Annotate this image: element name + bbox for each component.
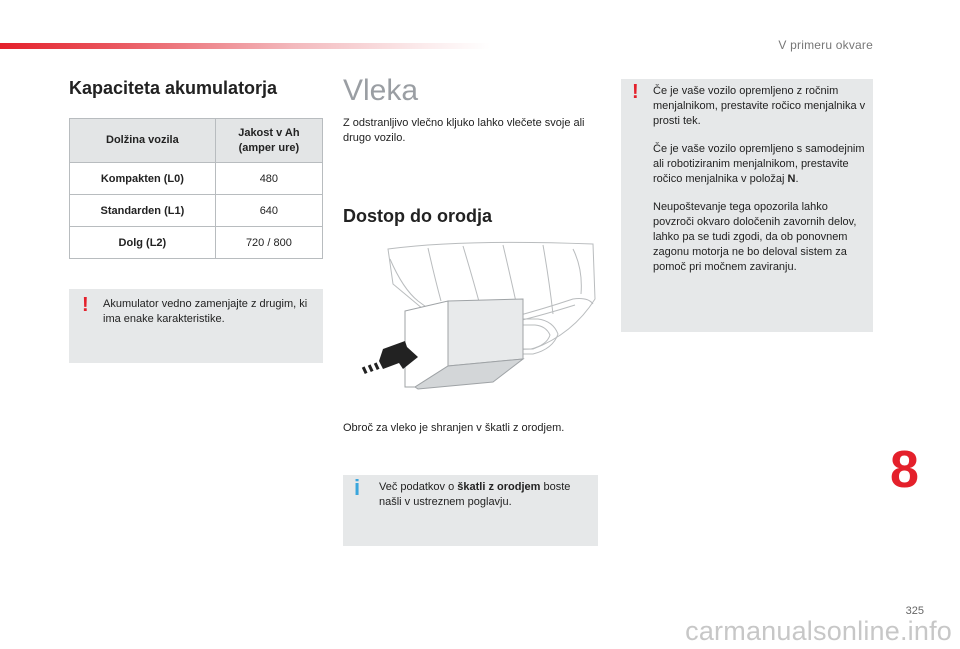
table-row (70, 195, 323, 227)
toolbox-seat-illustration (343, 239, 598, 399)
tools-info-box (343, 475, 598, 546)
chapter-number: 8 (890, 441, 919, 499)
column-header-capacity (215, 119, 322, 163)
towing-warning-paragraph-2-start: Če je vaše vozilo opremljeno s samodejnim ali robotiziranim menjalnikom, prestavite ročico menjalnika v položaj (653, 143, 865, 185)
towing-warning-box (621, 79, 873, 332)
tools-info-text-end: boste našli v ustreznem poglavju. (379, 481, 571, 508)
battery-warning-box (69, 289, 323, 363)
header-accent-bar (0, 43, 490, 49)
row-value: 640 (215, 195, 322, 227)
column-header-length: Dolžina vozila (70, 119, 216, 163)
towing-warning-text (653, 84, 867, 288)
battery-capacity-table (69, 118, 323, 259)
gear-position-n: N (787, 173, 796, 185)
table-row (70, 227, 323, 259)
page-number: 325 (905, 605, 924, 617)
row-value: 720 / 800 (215, 227, 322, 259)
towing-title: Vleka (343, 74, 419, 107)
info-icon: i (354, 475, 361, 500)
tools-info-text-start: Več podatkov o (379, 481, 458, 493)
column-header-capacity-line1: Jakost v Ah (238, 126, 300, 139)
table-header-row (70, 119, 323, 163)
watermark-text: carmanualsonline.info (685, 616, 952, 646)
table-row (70, 163, 323, 195)
row-value: 480 (215, 163, 322, 195)
row-label: Kompakten (L0) (70, 163, 216, 195)
towing-warning-paragraph-2 (653, 142, 867, 187)
section-header-title: V primeru okvare (778, 38, 873, 52)
towing-warning-paragraph-3: Neupoštevanje tega opozorila lahko povzroči okvaro določenih zavornih delov, lahko pa se tudi zgodi, da ob ponovnem zagonu motorja ne bo deloval sistem za pomoč pri močnem zaviranju. (653, 201, 857, 273)
tools-caption-text: Obroč za vleko je shranjen v škatli z orodjem. (343, 422, 565, 434)
battery-warning-text: Akumulator vedno zamenjajte z drugim, ki ima enake karakteristike. (103, 298, 308, 325)
warning-icon: ! (82, 294, 89, 316)
battery-capacity-title: Kapaciteta akumulatorja (69, 78, 278, 98)
tools-access-title: Dostop do orodja (343, 206, 492, 226)
towing-warning-paragraph-1: Če je vaše vozilo opremljeno z ročnim menjalnikom, prestavite ročico menjalnika v prosti tek. (653, 85, 866, 127)
row-label: Standarden (L1) (70, 195, 216, 227)
towing-warning-paragraph-2-end: . (795, 173, 799, 185)
column-header-capacity-line2: (amper ure) (238, 141, 300, 154)
row-label: Dolg (L2) (70, 227, 216, 259)
tools-info-text-bold: škatli z orodjem (457, 481, 541, 493)
warning-icon: ! (632, 81, 639, 103)
towing-intro-text: Z odstranljivo vlečno kljuko lahko vlečete svoje ali drugo vozilo. (343, 117, 585, 144)
tools-info-text (379, 480, 590, 510)
